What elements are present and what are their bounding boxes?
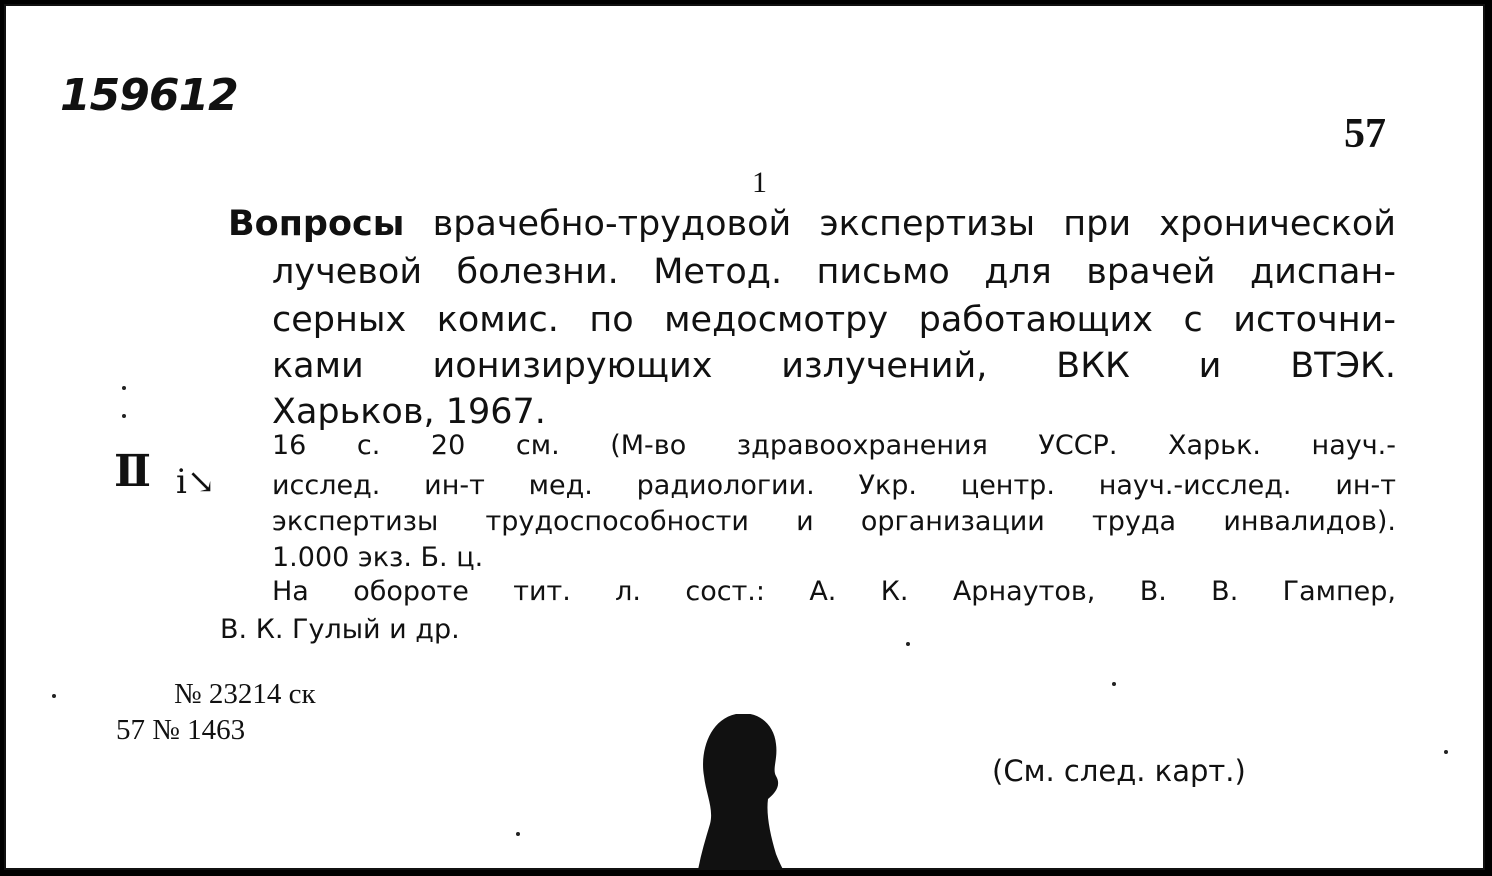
card-number: 57	[1344, 111, 1386, 157]
ink-blot	[696, 714, 796, 870]
dust-speck	[906, 642, 910, 646]
dust-speck	[52, 694, 56, 698]
inventory-number-2: 57 № 1463	[116, 714, 246, 746]
stamp-mark: Ⅱ	[114, 446, 152, 497]
inventory-number-1: № 23214 ск	[174, 678, 316, 710]
title-line-3: серных комис. по медосмотру работающих с источни-	[272, 300, 1396, 340]
desc-line-2: исслед. ин-т мед. радиологии. Укр. центр. науч.-исслед. ин-т	[272, 470, 1396, 501]
dust-speck	[1444, 750, 1448, 754]
title-keyword: Вопросы	[228, 204, 405, 244]
catalog-card	[4, 4, 1485, 870]
title-line-4: ками ионизирующих излучений, ВКК и ВТЭК.	[272, 346, 1396, 386]
note-line-1: На обороте тит. л. сост.: А. К. Арнаутов, В. В. Гампер,	[272, 576, 1396, 607]
title-line-2: лучевой болезни. Метод. письмо для врачей диспан-	[272, 252, 1396, 292]
see-next-card: (См. след. карт.)	[992, 754, 1246, 788]
dust-speck	[516, 832, 520, 836]
desc-line-4: 1.000 экз. Б. ц.	[272, 542, 484, 573]
dust-speck	[122, 386, 126, 390]
dust-speck	[1112, 682, 1116, 686]
title-line-5: Харьков, 1967.	[272, 392, 546, 432]
handwritten-id: 159612	[60, 70, 238, 121]
desc-line-1: 16 с. 20 см. (М-во здравоохранения УССР. Харьк. науч.-	[272, 430, 1396, 461]
note-line-2: В. К. Гулый и др.	[220, 614, 460, 645]
stamp-mark-small: ⅰ↘	[176, 462, 216, 502]
dust-speck	[122, 414, 126, 418]
title-line-1-text: врачебно-трудовой экспертизы при хронической	[404, 204, 1396, 244]
entry-index: 1	[752, 166, 767, 199]
title-line-1	[228, 200, 1396, 248]
desc-line-3: экспертизы трудоспособности и организации труда инвалидов).	[272, 506, 1396, 537]
